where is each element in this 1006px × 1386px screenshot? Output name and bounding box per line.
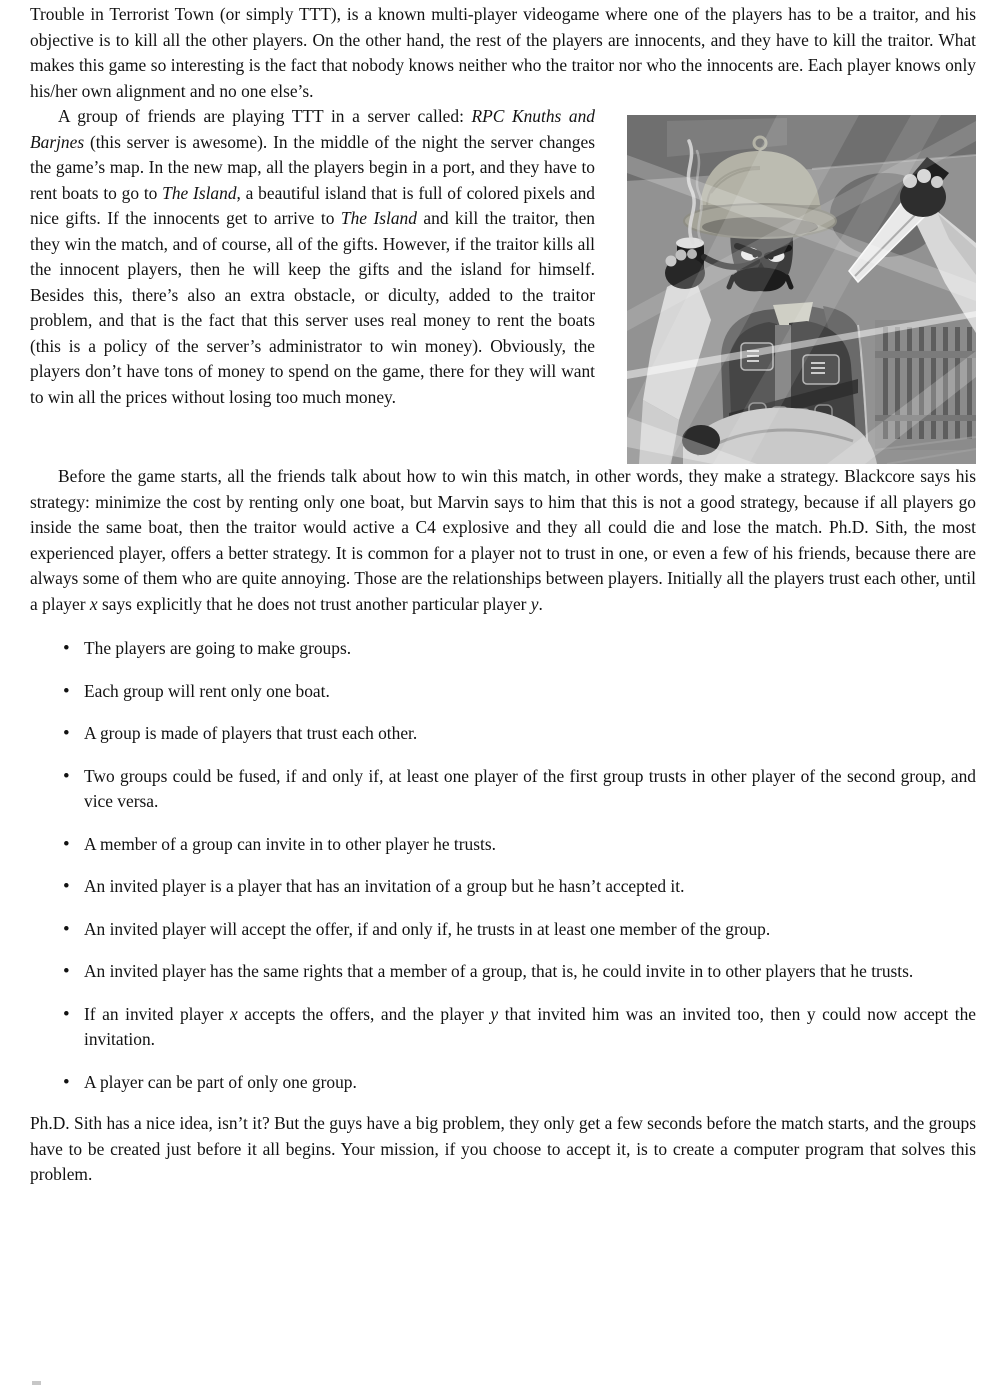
server-name-italic: RPC Knuths and Barjnes [30, 106, 595, 152]
strategy-paragraph [30, 464, 976, 617]
strategy-text-1: Before the game starts, all the friends talk about how to win this match, in other words, they make a strategy. Blackcore says his strategy: minimize the cost by renting only one boat, but Marvin says to him that this is not a good strategy, because if all players go inside the same boat, then the traitor would active a C4 explosive and they all could die and lose the match. Ph.D. Sith, the most experienced player, offers a better strategy. It is common for a player not to trust in one, or even a few of his friends, because there are always some of them who are quite annoying. Those are the relationships between players. Initially all the players trust each other, until a player [30, 466, 976, 614]
rule-item-1: • The players are going to make groups. [84, 636, 976, 662]
rule-item-5: • A member of a group can invite in to other player he trusts. [84, 832, 976, 858]
rule-item-6: • An invited player is a player that has an invitation of a group but he hasn’t accepted it. [84, 874, 976, 900]
problem-illustration [627, 115, 976, 464]
rule-item-7: • An invited player will accept the offer, if and only if, he trusts in at least one member of the group. [84, 917, 976, 943]
story-text-4: and kill the traitor, then they win the match, and of course, all of the gifts. However, if the traitor kills all the innocent players, then he will keep the gifts and the island for himself. Besides this, there’s also an extra obstacle, or diculty, added to the traitor problem, and that is the fact that this server uses real money to rent the boats (this is a policy of the server’s administrator to win money). Obviously, the players don’t have tons of money to spend on the game, there for they will want to win all the prices without losing too much money. [30, 208, 595, 407]
story-text-1: A group of friends are playing TTT in a server called: [58, 106, 472, 126]
strategy-text-2: says explicitly that he does not trust another particular player [97, 593, 531, 614]
rule-item-8: • An invited player has the same rights that a member of a group, that is, he could invite in to other players that he trusts. [84, 959, 976, 985]
story-section [30, 104, 976, 464]
island-name-italic-2: The Island [340, 208, 417, 228]
rule-9-text-3: that invited him was an invited too, then y could now accept the invitation. [84, 1003, 976, 1049]
math-var-y: y [530, 593, 539, 614]
rule-item-10: • A player can be part of only one group. [84, 1070, 976, 1096]
cutoff-next-section-heading [32, 1381, 41, 1385]
rule-item-4: • Two groups could be fused, if and only if, at least one player of the first group trusts in other player of the second group, and vice versa. [84, 764, 976, 815]
story-text-3: , a beautiful island that is full of colored pixels and nice gifts. If the innocents get to arrive to [30, 182, 595, 228]
rule-9-text-2: accepts the offers, and the player [237, 1003, 491, 1024]
rule-9-math-var-y: y [490, 1003, 499, 1024]
rule-item-3: • A group is made of players that trust each other. [84, 721, 976, 747]
math-var-x: x [89, 593, 98, 614]
story-paragraph [30, 104, 595, 410]
story-text-2: (this server is awesome). In the middle of the night the server changes the game’s map. In the new map, all the players begin in a port, and they have to rent boats to go to [30, 131, 595, 203]
strategy-text-3: . [538, 593, 543, 614]
rules-list [30, 636, 976, 1095]
intro-paragraph: Trouble in Terrorist Town (or simply TTT), is a known multi-player videogame where one of the players has to be a traitor, and his objective is to kill all the other players. On the other hand, the rest of the players are innocents, and they have to kill the traitor. What makes this game so interesting is the fact that nobody knows neither who the traitor nor who the innocents are. Each player knows only his/her own alignment and no one else’s. [30, 4, 976, 101]
rule-item-2: • Each group will rent only one boat. [84, 679, 976, 705]
ttt-detective-artwork [627, 115, 976, 464]
mission-paragraph: Ph.D. Sith has a nice idea, isn’t it? But the guys have a big problem, they only get a few seconds before the match starts, and the groups have to be created just before it all begins. Your mission, if you choose to accept it, is to create a computer program that solves this problem. [30, 1113, 976, 1184]
rule-9-text-1: If an invited player [84, 1003, 230, 1024]
island-name-italic: The Island [162, 182, 237, 203]
rule-item-9 [84, 1002, 976, 1053]
rule-9-math-var-x: x [229, 1003, 238, 1024]
